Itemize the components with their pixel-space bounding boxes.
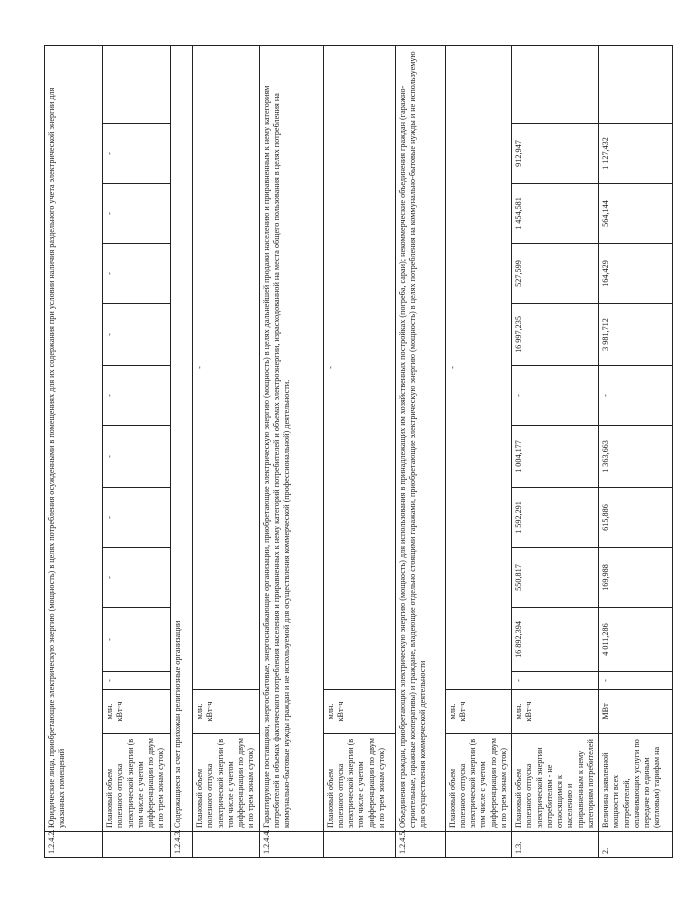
value-cell: 564,144: [599, 184, 673, 244]
value-cell: -: [512, 672, 599, 690]
table-row: [193, 45, 260, 857]
value-cell: 912,947: [512, 124, 599, 184]
row-label: Плановый объем полезного отпуска электрической энергии (в том числе с учетом дифференциации по двум и по трем зонам суток): [193, 734, 260, 832]
section-heading: Содержащиеся за счет прихожан религиозные организации: [171, 45, 193, 831]
value-cell: 164,429: [599, 244, 673, 304]
value-cell: -: [103, 548, 171, 608]
value-cell: -: [599, 672, 673, 690]
value-cell: -: [103, 366, 171, 426]
value-cell: 1 127,432: [599, 124, 673, 184]
value-cell-empty: [103, 45, 171, 123]
value-cell: -: [103, 244, 171, 304]
row-number: 1.2.4.3.: [171, 832, 193, 858]
section-heading: Объединения граждан, приобретающих электрическую энергию (мощность) для использования в принадлежащих им хозяйственных постройках (погреба, сараи); некоммерческие объединения граждан (гаражно-строительные, гаражные кооперативы) и граждане, владеющие отдельно стоящими гаражами, приобретающие электрическую энергию (мощность) в целях потребления на коммунально-бытовые нужды и не используемую для осуществления коммерческой деятельности: [395, 45, 445, 831]
unit-cell: млн. кВт·ч: [193, 690, 260, 734]
value-cell: -: [103, 608, 171, 672]
row-label: Величина заявленной мощности всех потребителей, оплачивающих услуги по передаче по единым (котловым) тарифам на: [599, 734, 673, 832]
value-cell: -: [103, 488, 171, 548]
value-cell: 1 363,663: [599, 426, 673, 488]
merged-value-cell: -: [193, 45, 260, 689]
value-cell: 169,988: [599, 548, 673, 608]
section-heading: Гарантирующие поставщики, энергосбытовые, энергоснабжающие организации, приобретающие электрическую энергию (мощность) в целях дальнейшей продажи населению и приравненным к нему категориям потребителей в объемах фактического потребления населения и приравненных к нему категорий потребителей и объемах электроэнергии, израсходованной на места общего пользования в целях потребления на коммунально-бытовые нужды граждан и не используемой для осуществления коммерческой (профессиональной) деятельности.: [259, 45, 323, 831]
value-cell: 615,886: [599, 488, 673, 548]
table-row: [45, 45, 103, 857]
table-row: [259, 45, 323, 857]
unit-cell: МВт: [599, 690, 673, 734]
row-label: Плановый объем полезного отпуска электрической энергии (в том числе с учетом дифференциации по двум и по трем зонам суток): [103, 734, 171, 832]
value-cell: -: [512, 366, 599, 426]
value-cell: -: [103, 304, 171, 366]
value-cell: 550,817: [512, 548, 599, 608]
table-row: [323, 45, 395, 857]
unit-cell: млн. кВт·ч: [512, 690, 599, 734]
table-row: [599, 45, 673, 857]
value-cell-empty: [512, 45, 599, 123]
row-label: Плановый объем полезного отпуска электрической энергии (в том числе с учетом дифференциации по двум и по трем зонам суток): [445, 734, 512, 832]
value-cell: 4 011,286: [599, 608, 673, 672]
row-number: 1.2.4.2.: [45, 832, 103, 858]
row-number: 1.3.: [512, 832, 599, 858]
merged-value-cell: -: [445, 45, 512, 689]
row-number: 1.2.4.4.: [259, 832, 323, 858]
value-cell: -: [103, 426, 171, 488]
table-row: [512, 45, 599, 857]
section-heading: Юридические лица, приобретающие электрическую энергию (мощность) в целях потребления осужденными в помещениях для их содержания при условии наличия раздельного учета электрической энергии для указанных помещений: [45, 45, 103, 831]
row-number-empty: [193, 832, 260, 858]
row-number-empty: [103, 832, 171, 858]
value-cell-empty: [599, 45, 673, 123]
unit-cell: млн. кВт·ч: [323, 690, 395, 734]
table-row: [395, 45, 445, 857]
rotated-table-container: [44, 46, 662, 858]
value-cell: -: [103, 184, 171, 244]
table-row: [171, 45, 193, 857]
merged-value-cell: -: [323, 45, 395, 689]
table-row: [103, 45, 171, 857]
row-number-empty: [445, 832, 512, 858]
value-cell: 1 004,177: [512, 426, 599, 488]
tariff-table: [44, 45, 673, 858]
unit-cell: млн. кВт·ч: [103, 690, 171, 734]
value-cell: 527,599: [512, 244, 599, 304]
value-cell: -: [103, 124, 171, 184]
row-label: Плановый объем полезного отпуска электрической энергии потребителям - не относящимся к населению и приравненным к нему категориям потребителей: [512, 734, 599, 832]
value-cell: 1 592,291: [512, 488, 599, 548]
value-cell: 16 997,235: [512, 304, 599, 366]
value-cell: -: [599, 366, 673, 426]
value-cell: 3 981,712: [599, 304, 673, 366]
row-number-empty: [323, 832, 395, 858]
row-label: Плановый объем полезного отпуска электрической энергии (в том числе с учетом дифференциации по двум и по трем зонам суток): [323, 734, 395, 832]
value-cell: -: [103, 672, 171, 690]
row-number: 1.2.4.5.: [395, 832, 445, 858]
row-number: 2.: [599, 832, 673, 858]
value-cell: 16 892,394: [512, 608, 599, 672]
value-cell: 1 454,581: [512, 184, 599, 244]
table-row: [445, 45, 512, 857]
unit-cell: млн. кВт·ч: [445, 690, 512, 734]
